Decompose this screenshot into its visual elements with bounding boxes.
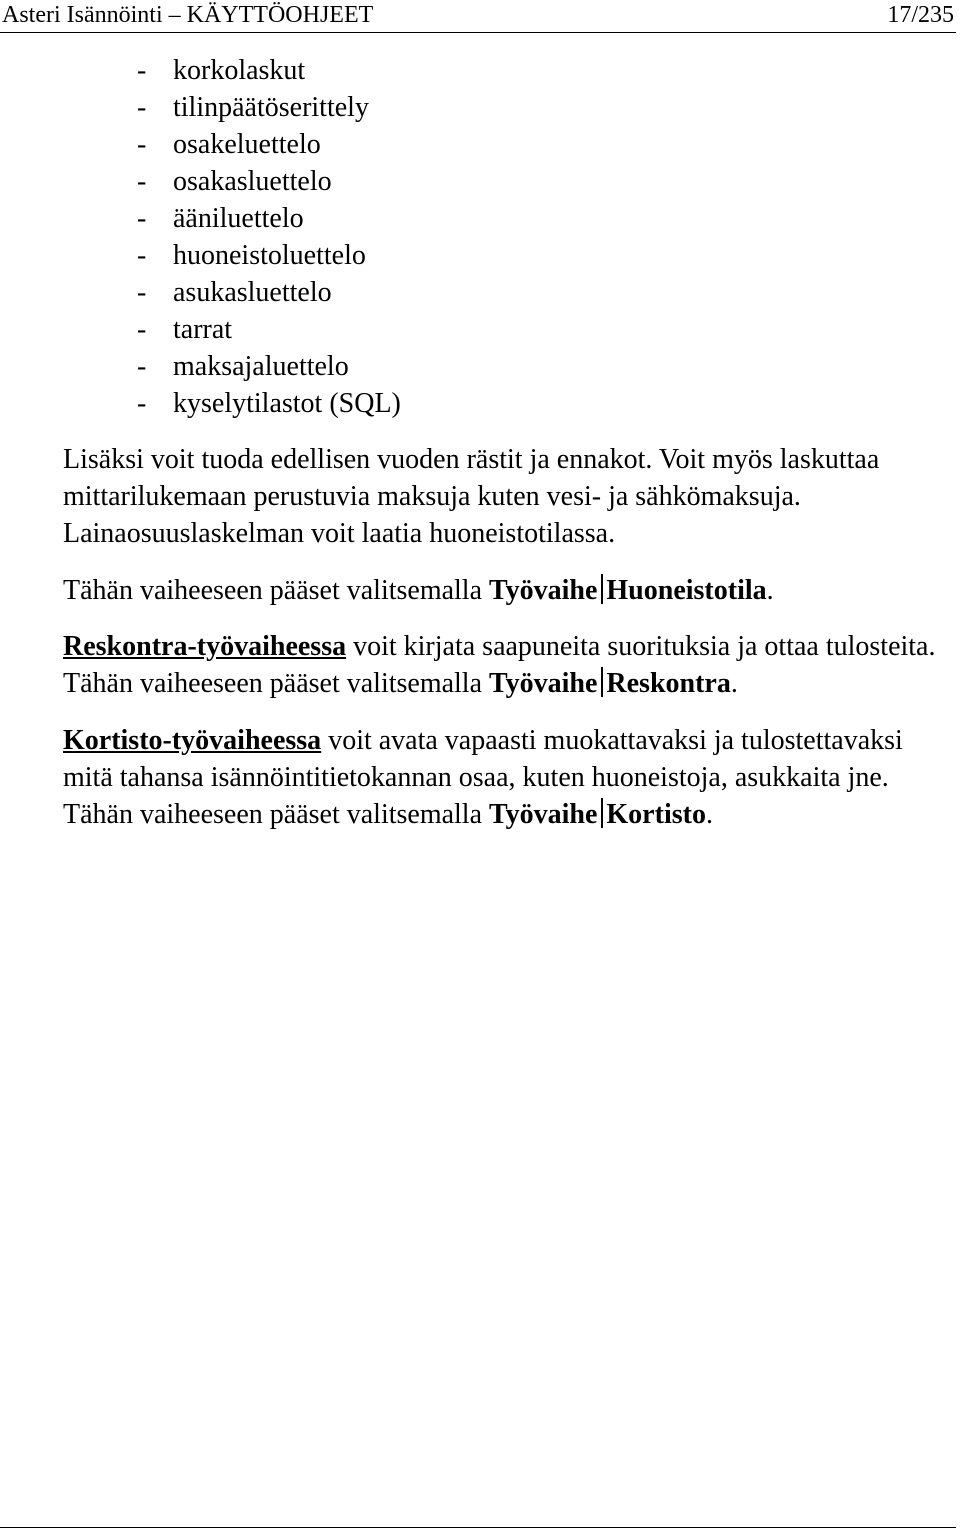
menu-path-tyovaihe: Työvaihe (489, 668, 598, 699)
list-item-label: osakeluettelo (173, 129, 321, 160)
paragraph-text: voit kirjata saapuneita suorituksia ja ottaa tulosteita. Tähän vaiheeseen pääset valitsemalla (63, 631, 936, 699)
list-item (63, 348, 943, 385)
paragraph-huoneistotila (63, 572, 943, 609)
list-item-label: maksajaluettelo (173, 351, 349, 382)
page-header (0, 0, 956, 33)
list-item-label: ääniluettelo (173, 203, 304, 234)
list-item (63, 311, 943, 348)
footer-rule (0, 1527, 956, 1528)
list-dash: - (137, 314, 147, 345)
paragraph-text: Tähän vaiheeseen pääset valitsemalla (63, 575, 490, 606)
menu-separator (601, 798, 603, 828)
paragraph-import-info: Lisäksi voit tuoda edellisen vuoden rästit ja ennakot. Voit myös laskuttaa mittarilukemaan perustuvia maksuja kuten vesi- ja sähkömaksuja. Lainaosuuslaskelman voit laatia huoneistotilassa. (63, 444, 880, 549)
menu-path-huoneistotila: Huoneistotila (606, 575, 767, 606)
list-dash: - (137, 55, 147, 86)
menu-path-tyovaihe: Työvaihe (489, 799, 598, 830)
list-item-label: kyselytilastot (SQL) (173, 388, 401, 419)
list-item (63, 89, 943, 126)
kortisto-link[interactable]: Kortisto-työvaiheessa (63, 725, 322, 756)
menu-path-kortisto: Kortisto (606, 799, 706, 830)
paragraph-text: voit avata vapaasti muokattavaksi ja tulostettavaksi mitä tahansa isännöintitietokannan osaa, kuten huoneistoja, asukkaita jne. Tähän vaiheeseen pääset valitsemalla (63, 725, 903, 830)
reskontra-link[interactable]: Reskontra-työvaiheessa (63, 631, 347, 662)
list-item (63, 385, 943, 422)
menu-separator (601, 667, 603, 697)
header-title: Asteri Isännöinti – KÄYTTÖOHJEET (2, 2, 374, 28)
list-item-label: tilinpäätöserittely (173, 92, 369, 123)
list-item-label: huoneistoluettelo (173, 240, 366, 271)
list-item (63, 274, 943, 311)
list-item (63, 200, 943, 237)
menu-separator (601, 574, 603, 604)
report-list (63, 52, 943, 422)
menu-path-tyovaihe: Työvaihe (489, 575, 598, 606)
list-dash: - (137, 351, 147, 382)
list-dash: - (137, 92, 147, 123)
menu-path-reskontra: Reskontra (606, 668, 731, 699)
list-item-label: korkolaskut (173, 55, 306, 86)
paragraph-kortisto (63, 722, 943, 833)
paragraph-end: . (730, 668, 738, 699)
list-item-label: tarrat (173, 314, 233, 345)
list-dash: - (137, 240, 147, 271)
paragraph-end: . (766, 575, 774, 606)
list-item (63, 126, 943, 163)
list-item (63, 237, 943, 274)
list-dash: - (137, 129, 147, 160)
list-dash: - (137, 166, 147, 197)
list-item-label: asukasluettelo (173, 277, 332, 308)
list-item (63, 52, 943, 89)
paragraph-reskontra (63, 628, 943, 702)
list-dash: - (137, 388, 147, 419)
list-item-label: osakasluettelo (173, 166, 332, 197)
list-item (63, 163, 943, 200)
page-content (63, 52, 943, 833)
list-dash: - (137, 277, 147, 308)
paragraph-end: . (705, 799, 713, 830)
page-number: 17/235 (887, 2, 954, 28)
list-dash: - (137, 203, 147, 234)
